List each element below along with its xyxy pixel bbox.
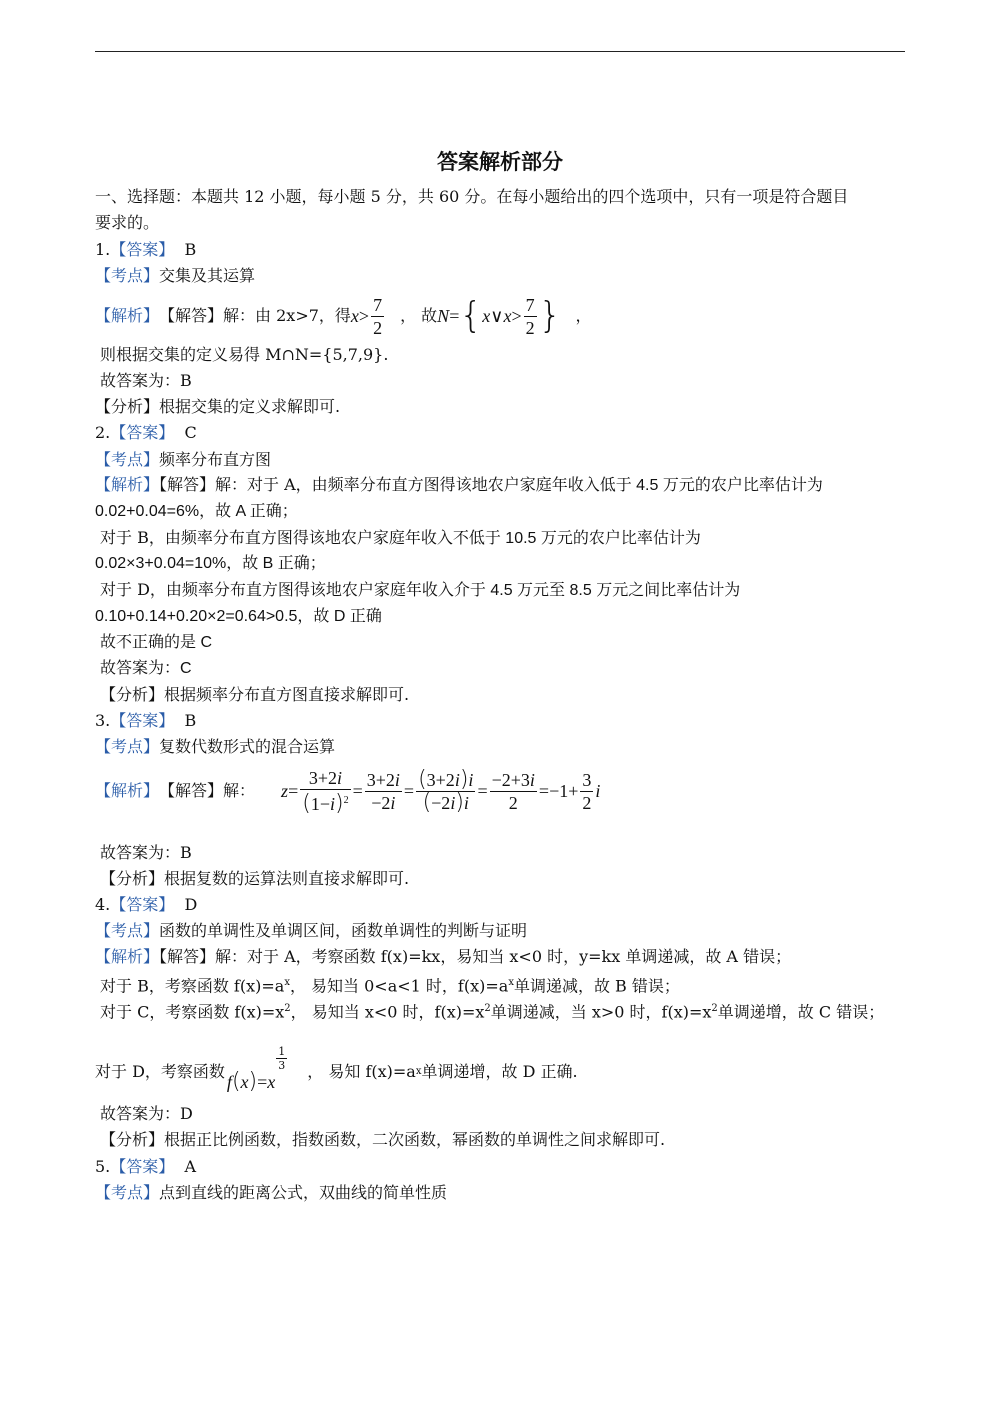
point-tag: 【考点】: [95, 1183, 160, 1202]
q5-number: 5.: [95, 1157, 111, 1176]
q2-line-4: 0.02×3+0.04=10%，故 B 正确；: [95, 555, 326, 572]
q2-line-8: 故答案为：C: [100, 660, 192, 677]
q4-l3d: 单调递增，故 C 错误；: [717, 1002, 885, 1022]
math-x: x: [267, 1071, 276, 1092]
rparen: ): [459, 766, 469, 792]
q3-number: 3.: [95, 711, 111, 730]
rparen: ): [455, 789, 464, 815]
q1-sol-b: ， 故: [400, 306, 438, 325]
math-eq: =: [288, 781, 299, 801]
math-i: i: [336, 768, 342, 788]
jieda-tag: 【解答】: [159, 947, 216, 966]
q4-line-2: [100, 973, 680, 996]
q4-analysis: 根据正比例函数，指数函数，二次函数，幂函数的单调性之间求解即可.: [164, 1130, 666, 1149]
denominator: 2: [525, 317, 535, 338]
exponent: 2: [343, 795, 349, 806]
fraction-3: [416, 766, 475, 815]
page-title: 答案解析部分: [437, 149, 563, 174]
q4-line-3: [100, 999, 884, 1022]
q3-answer-line: [95, 711, 196, 731]
num-text: 3+2: [308, 768, 337, 788]
answer-tag: 【答案】: [110, 895, 175, 914]
q1-analysis: 根据交集的定义求解即可.: [159, 397, 341, 416]
fraction-2: [365, 769, 402, 814]
q3-analysis: 根据复数的运算法则直接求解即可.: [164, 869, 410, 888]
exponent: 2: [484, 1003, 491, 1014]
numerator: 1: [278, 1044, 286, 1058]
math-eq: =: [449, 306, 460, 326]
q4-answer: D: [184, 895, 198, 914]
q4-line-5: 故答案为：D: [100, 1104, 193, 1123]
den-text: −2: [431, 792, 451, 813]
fraction-5: [580, 769, 593, 814]
q2-line-1: [95, 475, 823, 496]
lparen: (: [418, 766, 427, 792]
den-text: −2: [371, 792, 391, 813]
q1-point: 交集及其运算: [159, 266, 256, 285]
math-i: i: [595, 781, 601, 801]
math-N: N: [437, 306, 450, 326]
fraction-1: [300, 767, 350, 815]
exponent: x: [508, 977, 514, 988]
math-i: i: [450, 792, 456, 813]
fenxi-tag: 【分析】: [100, 1130, 165, 1149]
numerator: [365, 769, 402, 792]
q4-number: 4.: [95, 895, 111, 914]
math-i: i: [329, 794, 335, 814]
fraction-7-2: [524, 294, 537, 339]
q2-l3a: 对于 B，由频率分布直方图得: [100, 528, 309, 547]
q1-analysis-line: [95, 397, 340, 417]
fraction-7-2: [371, 294, 384, 339]
q3-analysis-line: [100, 869, 409, 889]
q5-point-line: [95, 1183, 447, 1203]
q1-sol-c: ，: [575, 306, 592, 325]
q1-answer: B: [184, 240, 197, 259]
math-i: i: [454, 769, 460, 790]
q2-l1a: 解：对于 A，由频率分布直方图得: [215, 475, 456, 494]
q4-l3a: 对于 C，考察函数 f(x)=x: [100, 1002, 285, 1022]
q3-point-line: [95, 737, 335, 757]
math-x: x: [240, 1071, 249, 1092]
q4-analysis-line: [100, 1130, 665, 1150]
exponent: x: [284, 977, 290, 988]
answer-tag: 【答案】: [110, 711, 175, 730]
point-tag: 【考点】: [95, 737, 160, 756]
q2-analysis: 根据频率分布直方图直接求解即可.: [164, 685, 410, 704]
fenxi-tag: 【分析】: [100, 869, 165, 888]
jieda-tag: 【解答】: [159, 306, 224, 325]
q1-answer-line: [95, 240, 196, 260]
q4-line-1: [95, 947, 791, 967]
q2-line-7: 故不正确的是 C: [100, 634, 213, 651]
jiexi-tag: 【解析】: [95, 781, 160, 800]
q2-answer: C: [184, 423, 197, 442]
q1-number: 1.: [95, 240, 111, 259]
math-eq: =: [257, 1071, 268, 1092]
jiexi-tag: 【解析】: [95, 306, 160, 325]
math-eq: =: [403, 781, 415, 801]
numerator: 7: [525, 294, 535, 315]
math-i: i: [463, 792, 469, 813]
lparen: (: [422, 789, 432, 815]
power-function: [226, 1068, 276, 1094]
q2-l1b: 该地农户家庭年收入低于 4.5 万元的农户比率估计为: [455, 477, 823, 494]
q4-l2b: ， 易知当 0<a<1 时，f(x)=a: [289, 976, 509, 996]
den-text: 1−: [310, 794, 330, 814]
numerator: [416, 766, 475, 792]
q4-l3c: 单调递减，当 x>0 时，f(x)=x: [490, 1002, 712, 1022]
math-or: ∨: [490, 306, 504, 326]
left-brace: {: [459, 295, 483, 336]
math-eq: =: [352, 781, 363, 801]
lparen: (: [302, 791, 311, 816]
right-brace: }: [538, 295, 562, 336]
math-gt: >: [358, 306, 370, 326]
jiexi-tag: 【解析】: [95, 947, 160, 966]
math-z: z: [281, 781, 289, 801]
q1-line-2: 则根据交集的定义易得 M∩N={5,7,9}.: [100, 345, 389, 364]
header-rule: [95, 51, 905, 52]
num-text: −2+3: [491, 769, 530, 790]
fenxi-tag: 【分析】: [100, 685, 165, 704]
answer-tag: 【答案】: [110, 1157, 175, 1176]
q2-l3b: 该地农户家庭年收入不低于 10.5 万元的农户比率估计为: [308, 530, 701, 547]
point-tag: 【考点】: [95, 450, 160, 469]
q4-l1: 解：对于 A，考察函数 f(x)=kx，易知当 x<0 时，y=kx 单调递减，故 A 错误；: [215, 947, 792, 966]
num-text: 3+2: [366, 769, 395, 790]
numerator: [490, 769, 537, 792]
answer-tag: 【答案】: [110, 240, 175, 259]
rparen: ): [248, 1068, 258, 1094]
q3-answer: B: [184, 711, 197, 730]
q1-point-line: [95, 266, 255, 286]
q1-line-3: 故答案为：B: [100, 371, 192, 390]
q2-line-5: [100, 580, 740, 601]
q4-l2a: 对于 B，考察函数 f(x)=a: [100, 976, 285, 996]
exponent-fraction: [276, 1045, 287, 1072]
denominator: 2: [582, 792, 592, 813]
denominator: 3: [278, 1058, 286, 1072]
point-tag: 【考点】: [95, 266, 160, 285]
math-x: x: [482, 306, 491, 326]
q4-l4b: ， 易知 f(x)=a: [307, 1062, 416, 1081]
fraction-4: [490, 769, 537, 814]
denominator: [365, 792, 402, 814]
q4-l2c: 单调递减，故 B 错误；: [513, 976, 680, 996]
math-f: f: [226, 1071, 232, 1092]
q5-answer: A: [184, 1157, 197, 1176]
q2-analysis-line: [100, 685, 409, 705]
rparen: ): [334, 791, 344, 816]
jiexi-tag: 【解析】: [95, 475, 160, 494]
math-minus-one: −1+: [549, 781, 579, 801]
math-gt: >: [511, 306, 522, 326]
q1-sol-a: 解：由 2x>7，得: [223, 306, 351, 325]
q2-point-line: [95, 450, 271, 470]
q4-point: 函数的单调性及单调区间，函数单调性的判断与证明: [159, 921, 528, 940]
numerator: 3: [582, 769, 592, 790]
answer-tag: 【答案】: [110, 423, 175, 442]
q3-sol: 解：: [223, 781, 256, 800]
q2-l5b: 该地农户家庭年收入介于 4.5 万元至 8.5 万元之间比率估计为: [309, 582, 741, 599]
q2-point: 频率分布直方图: [159, 450, 272, 469]
q2-line-6: 0.10+0.14+0.20×2=0.64>0.5，故 D 正确: [95, 608, 382, 625]
q1-solution-line: [95, 290, 592, 342]
intro-line-2: 要求的。: [95, 213, 160, 232]
q2-l5a: 对于 D，由频率分布直方图得: [100, 580, 310, 599]
math-eq: =: [538, 781, 550, 801]
q2-number: 2.: [95, 423, 111, 442]
q2-line-2: 0.02+0.04=6%，故 A 正确；: [95, 503, 298, 520]
intro-line-1: 一、选择题：本题共 12 小题，每小题 5 分，共 60 分。在每小题给出的四个选项中，只有一项是符合题目: [95, 187, 849, 206]
jieda-tag: 【解答】: [159, 475, 216, 494]
numerator: 7: [373, 294, 383, 315]
q4-answer-line: [95, 895, 197, 915]
point-tag: 【考点】: [95, 921, 160, 940]
denominator: [300, 790, 350, 815]
q4-l4c: 单调递增，故 D 正确.: [421, 1062, 578, 1081]
math-i: i: [529, 769, 535, 790]
jieda-tag: 【解答】: [159, 781, 224, 800]
q5-point: 点到直线的距离公式，双曲线的简单性质: [159, 1183, 448, 1202]
denominator: 2: [508, 792, 518, 813]
q4-point-line: [95, 921, 527, 941]
q4-l4a: 对于 D，考察函数: [95, 1062, 225, 1081]
lparen: (: [231, 1068, 241, 1094]
fenxi-tag: 【分析】: [95, 397, 160, 416]
q4-l3b: ， 易知当 x<0 时，f(x)=x: [290, 1002, 485, 1022]
exponent: 2: [711, 1003, 718, 1014]
denominator: 2: [373, 317, 383, 338]
math-x: x: [503, 306, 512, 326]
q4-line-4: [95, 1044, 578, 1094]
numerator: [300, 767, 350, 790]
math-i: i: [394, 769, 400, 790]
math-i: i: [468, 769, 474, 790]
math-eq: =: [477, 781, 488, 801]
math-x: x: [350, 306, 359, 326]
q2-line-3: [100, 528, 701, 549]
denominator: [416, 789, 475, 815]
math-i: i: [390, 792, 396, 813]
q5-answer-line: [95, 1157, 196, 1177]
exponent: 2: [284, 1003, 291, 1014]
q3-line-3: 故答案为：B: [100, 843, 192, 862]
exponent: x: [415, 1066, 422, 1077]
q2-answer-line: [95, 423, 197, 443]
num-text: 3+2: [426, 769, 455, 790]
q3-solution-line: [95, 764, 600, 818]
q3-point: 复数代数形式的混合运算: [159, 737, 336, 756]
